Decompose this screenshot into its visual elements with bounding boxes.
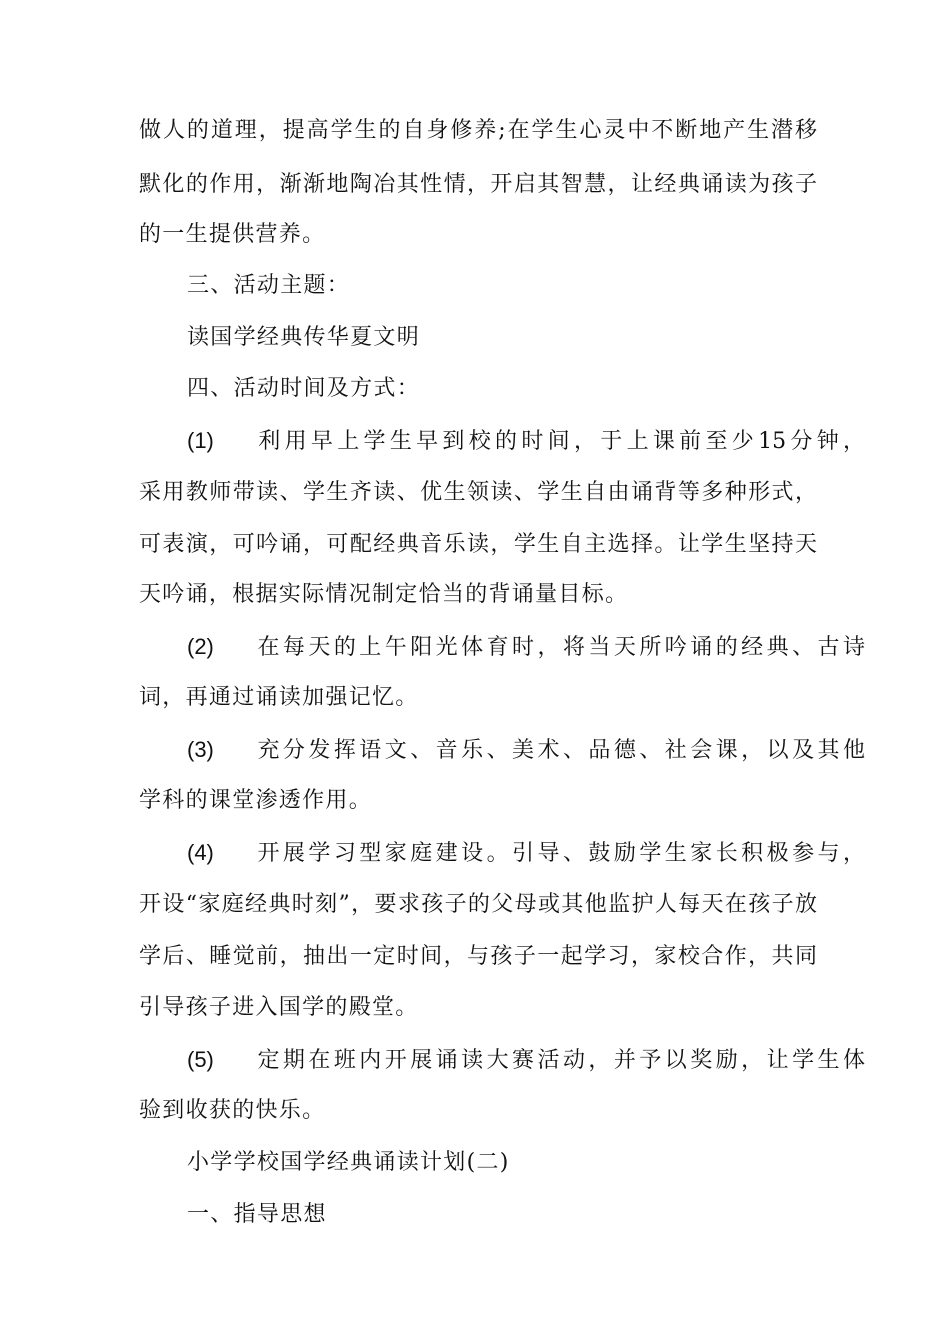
item-text: 利用早上学生早到校的时间，于上课前至少15分钟， bbox=[254, 429, 865, 454]
item-text: 在每天的上午阳光体育时，将当天所吟诵的经典、古诗 bbox=[254, 635, 865, 660]
paragraph-line: 做人的道理，提高学生的自身修养;在学生心灵中不断地产生潜移 bbox=[139, 118, 817, 143]
paragraph-line: 验到收获的快乐。 bbox=[139, 1098, 326, 1123]
item-text: 定期在班内开展诵读大赛活动，并予以奖励，让学生体 bbox=[254, 1048, 865, 1073]
section-heading: 四、活动时间及方式： bbox=[187, 376, 421, 401]
paragraph-line: 开设“家庭经典时刻”，要求孩子的父母或其他监护人每天在孩子放 bbox=[139, 892, 817, 917]
theme-text: 读国学经典传华夏文明 bbox=[187, 325, 421, 350]
section-heading: 三、活动主题： bbox=[187, 273, 351, 298]
document-title: 小学学校国学经典诵读计划(二) bbox=[187, 1150, 510, 1175]
paragraph-line: 学后、睡觉前，抽出一定时间，与孩子一起学习，家校合作，共同 bbox=[139, 944, 817, 969]
list-item bbox=[187, 428, 865, 455]
paragraph-line: 天吟诵，根据实际情况制定恰当的背诵量目标。 bbox=[139, 582, 629, 607]
item-number: (4) bbox=[187, 840, 214, 865]
item-text: 开展学习型家庭建设。引导、鼓励学生家长积极参与， bbox=[254, 841, 865, 866]
list-item bbox=[187, 1047, 865, 1074]
paragraph-line: 词，再通过诵读加强记忆。 bbox=[139, 685, 419, 710]
list-item bbox=[187, 840, 865, 867]
list-item bbox=[187, 737, 865, 764]
paragraph-line: 默化的作用，渐渐地陶冶其性情，开启其智慧，让经典诵读为孩子 bbox=[139, 172, 817, 197]
item-text: 充分发挥语文、音乐、美术、品德、社会课，以及其他 bbox=[254, 738, 865, 763]
item-number: (2) bbox=[187, 634, 214, 659]
item-number: (3) bbox=[187, 737, 214, 762]
paragraph-line: 采用教师带读、学生齐读、优生领读、学生自由诵背等多种形式， bbox=[139, 480, 817, 505]
list-item bbox=[187, 634, 865, 661]
paragraph-line: 可表演，可吟诵，可配经典音乐读，学生自主选择。让学生坚持天 bbox=[139, 532, 817, 557]
paragraph-line: 的一生提供营养。 bbox=[139, 222, 326, 247]
paragraph-line: 引导孩子进入国学的殿堂。 bbox=[139, 995, 419, 1020]
section-heading: 一、指导思想 bbox=[187, 1202, 327, 1227]
item-number: (5) bbox=[187, 1047, 214, 1072]
paragraph-line: 学科的课堂渗透作用。 bbox=[139, 788, 373, 813]
item-number: (1) bbox=[187, 428, 214, 453]
